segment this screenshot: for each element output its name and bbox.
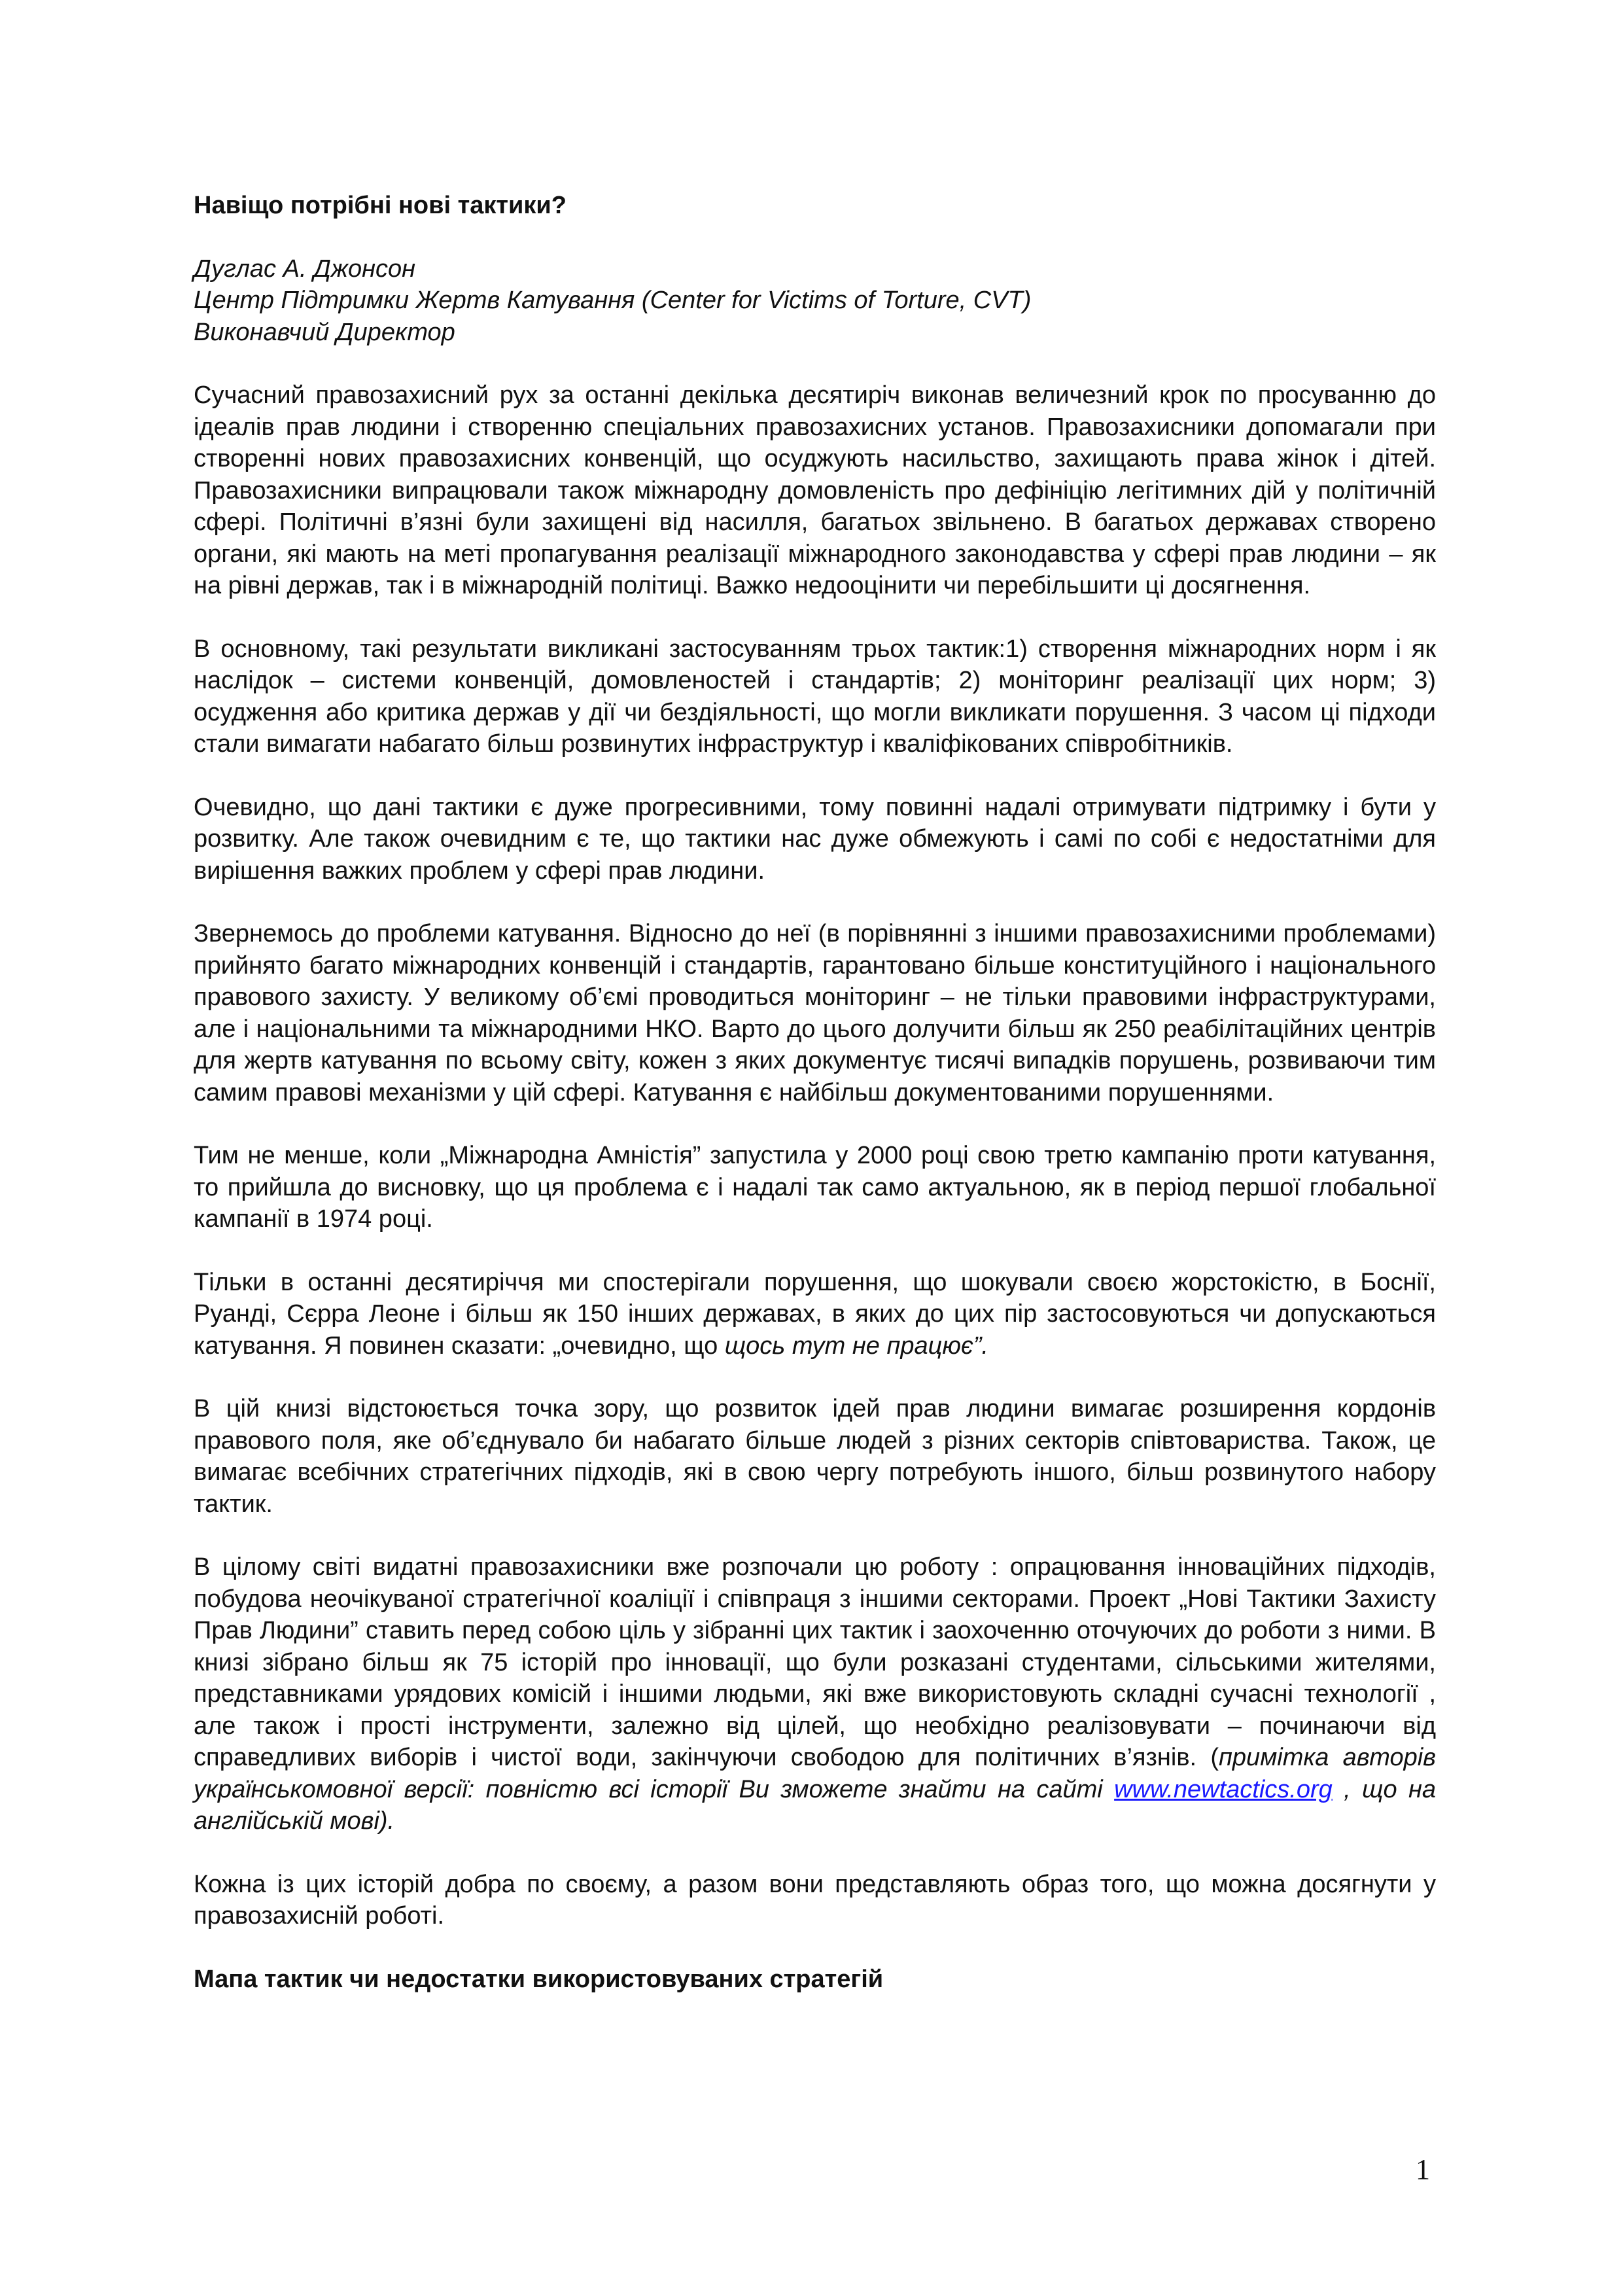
paragraph-1: Сучасний правозахисний рух за останні декілька десятиріч виконав величезний крок по просуванню до ідеалів прав людини і створенню спеціальних правозахисних установ. Правозахисники допомагали при створенні нових правозахисних конвенцій, що осуджують насильство, захищають права жінок і дітей. Правозахисники випрацювали також міжнародну домовленість про дефініцію легітимних дій у політичній сфері. Політичні в’язні були захищені від насилля, багатьох звільнено. В багатьох державах створено органи, які мають на меті пропагування реалізації міжнародного законодавства у сфері прав людини – як на рівні держав, так і в міжнародній політиці. Важко недооцінити чи перебільшити ці досягнення. — [194, 381, 1436, 599]
paragraph-5: Тим не менше, коли „Міжнародна Амністія” запустила у 2000 році свою третю кампанію проти катування, то прийшла до висновку, що ця проблема є і надалі так само актуальною, як в період першої глобальної кампанії в 1974 році. — [194, 1142, 1436, 1233]
author-byline — [194, 253, 1436, 349]
author-position: Виконавчий Директор — [194, 318, 455, 346]
paragraph-3: Очевидно, що дані тактики є дуже прогресивними, тому повинні надалі отримувати підтримку і бути у розвитку. Але також очевидним є те, що тактики нас дуже обмежують і самі по собі є недостатніми для вирішення важких проблем у сфері прав людини. — [194, 793, 1436, 885]
paragraph-2: В основному, такі результати викликані застосуванням трьох тактик:1) створення міжнародних норм і як наслідок – системи конвенцій, домовленостей і стандартів; 2) моніторинг реалізації цих норм; 3) осудження або критика держав у дії чи бездіяльності, що могли викликати порушення. З часом ці підходи стали вимагати набагато більш розвинутих інфраструктур і кваліфікованих співробітників. — [194, 635, 1436, 758]
paragraph-8 — [194, 1551, 1436, 1837]
paragraph-4: Звернемось до проблеми катування. Відносно до неї (в порівнянні з іншими правозахисними проблемами) прийнято багато міжнародних конвенцій і стандартів, гарантовано більше конституційного і національного правового захисту. У великому об’ємі проводиться моніторинг – не тільки правовими інфраструктурами, але і національними та міжнародними НКО. Варто до цього долучити більш як 250 реабілітаційних центрів для жертв катування по всьому світу, кожен з яких документує тисячі випадків порушень, розвиваючи тим самим правові механізми у цій сфері. Катування є найбільш документованими порушеннями. — [194, 920, 1436, 1106]
section-heading: Мапа тактик чи недостатки використовуваних стратегій — [194, 1965, 884, 1993]
paragraph-7: В цій книзі відстоюється точка зору, що розвиток ідей прав людини вимагає розширення кордонів правового поля, яке об’єднувало би набагато більше людей з різних секторів співтовариства. Також, це вимагає всебічних стратегічних підходів, які в свою чергу потребують іншого, більш розвинутого набору тактик. — [194, 1395, 1436, 1518]
paragraph-8-text: В цілому світі видатні правозахисники вже розпочали цю роботу : опрацювання інноваційних підходів, побудова неочікуваної стратегічної коаліції і співпраця з іншими секторами. Проект „Нові Тактики Захисту Прав Людини” ставить перед собою ціль у зібранні цих тактик і заохоченню оточуючих до роботи з ними. В книзі зібрано більш як 75 історій про інновації, що були розказані студентами, сільськими жителями, представниками урядових комісій і іншими людьми, які вже використовують складні сучасні технології , але також і прості інструменти, залежно від цілей, що необхідно реалізовувати – починаючи від справедливих виборів і чистої води, закінчуючи свободою для політичних в’язнів. ( — [194, 1553, 1436, 1771]
page-number: 1 — [1416, 2153, 1430, 2185]
paragraph-6-text: Тільки в останні десятиріччя ми спостерігали порушення, що шокували своєю жорстокістю, в Боснії, Руанді, Сєрра Леоне і більш як 150 інших державах, в яких до цих пір застосовуються чи допускаються катування. Я повинен сказати: „очевидно, що — [194, 1268, 1436, 1360]
document-page — [194, 190, 1436, 1995]
paragraph-8-italic-note: примітка авторів українськомовної версії: повністю всі історії Ви зможете знайти на сайті — [194, 1744, 1436, 1803]
paragraph-6-italic: щось тут не працює”. — [724, 1332, 988, 1360]
author-organization: Центр Підтримки Жертв Катування (Center for Victims of Torture, CVT) — [194, 287, 1032, 314]
paragraph-8-italic-tail: , що на англійській мові). — [194, 1775, 1436, 1835]
paragraph-9: Кожна із цих історій добра по своєму, а разом вони представляють образ того, що можна досягнути у правозахисній роботі. — [194, 1870, 1436, 1930]
document-title: Навіщо потрібні нові тактики? — [194, 192, 567, 219]
paragraph-6 — [194, 1267, 1436, 1362]
author-name: Дуглас А. Джонсон — [194, 255, 416, 283]
newtactics-link[interactable]: www.newtactics.org — [1114, 1775, 1333, 1803]
